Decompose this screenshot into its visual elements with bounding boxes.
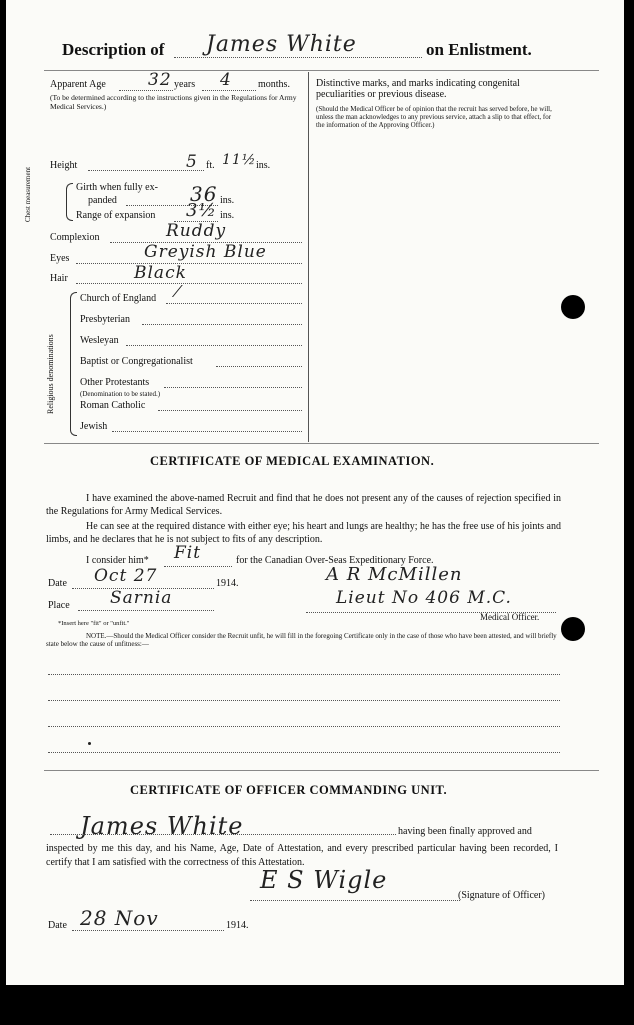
binder-hole-top — [561, 295, 585, 319]
commanding-year: 1914. — [226, 920, 249, 931]
religion-side-label: Religious denominations — [46, 334, 55, 414]
medical-date-value: Oct 27 — [94, 566, 158, 586]
medical-officer-rank: Lieut No 406 M.C. — [336, 588, 512, 608]
age-note: (To be determined according to the instructions given in the Regulations for Army Medical Services.) — [50, 93, 297, 111]
religion-church-of-england: Church of England — [80, 293, 157, 304]
consider-value: Fit — [174, 543, 202, 563]
commanding-recruit-name: James White — [80, 812, 244, 840]
height-label: Height — [50, 160, 78, 171]
chest-bracket — [66, 183, 73, 221]
commanding-text1: having been finally approved and — [398, 826, 532, 837]
unfit-note: NOTE.—Should the Medical Officer consider the Recruit unfit, he will fill in the foregoing Certificate only in the case of those who have been attested, and will briefly state below the cause of unfitness:— — [46, 632, 557, 648]
medical-certificate-title: CERTIFICATE OF MEDICAL EXAMINATION. — [150, 454, 435, 468]
religion-presbyterian: Presbyterian — [80, 314, 130, 325]
height-inches: 11½ — [222, 152, 257, 168]
religion-roman-catholic: Roman Catholic — [80, 400, 146, 411]
girth-label-1: Girth when fully ex- — [76, 182, 158, 193]
commanding-date-label: Date — [48, 920, 67, 931]
years-label: years — [174, 79, 196, 90]
ft-label: ft. — [206, 160, 215, 171]
medical-para1: I have examined the above-named Recruit and find that he does not present any of the causes of rejection specified in the Regulations for Army Medical Services. — [46, 493, 561, 517]
medical-para2: He can see at the required distance with either eye; his heart and lungs are healthy; he has the free use of his joints and limbs, and he declares that he is not subject to fits of any description. — [46, 521, 561, 545]
girth-value: 36 — [190, 182, 218, 206]
girth-label-2: panded — [88, 195, 117, 206]
range-label: Range of expansion — [76, 210, 156, 221]
title-prefix: Description of — [62, 40, 165, 59]
girth-unit: ins. — [220, 195, 235, 206]
recruit-name: James White — [206, 32, 357, 57]
religion-bracket — [70, 292, 77, 436]
unfit-line-4 — [48, 752, 560, 753]
unfit-line-3 — [48, 726, 560, 727]
title-suffix: on Enlistment. — [426, 40, 532, 59]
commanding-signature-label: (Signature of Officer) — [458, 890, 546, 901]
height-feet: 5 — [186, 152, 198, 172]
medical-date-label: Date — [48, 578, 67, 589]
place-value: Sarnia — [110, 588, 173, 608]
consider-prefix: I consider him* — [86, 555, 149, 566]
unfit-line-2 — [48, 700, 560, 701]
place-label: Place — [48, 600, 70, 611]
hair-label: Hair — [50, 273, 68, 284]
medical-year: 1914. — [216, 578, 239, 589]
insert-note: *Insert here "fit" or "unfit." — [58, 620, 130, 627]
eyes-label: Eyes — [50, 253, 70, 264]
commanding-text2: inspected by me this day, and his Name, Age, Date of Attestation, and every prescribed particular having been recorded, I certify that I am satisfied with the correctness of this Attestation. — [46, 843, 558, 868]
age-label: Apparent Age — [50, 79, 106, 90]
column-divider — [308, 72, 309, 442]
distinctive-title: Distinctive marks, and marks indicating congenital peculiarities or previous disease. — [316, 78, 520, 100]
age-years: 32 — [148, 70, 172, 90]
range-unit: ins. — [220, 210, 235, 221]
unfit-line-1 — [48, 674, 560, 675]
consider-suffix: for the Canadian Over-Seas Expeditionary Force. — [236, 555, 434, 566]
enlistment-form-page — [6, 0, 624, 985]
complexion-label: Complexion — [50, 232, 100, 243]
religion-jewish: Jewish — [80, 421, 108, 432]
religion-other-note: (Denomination to be stated.) — [80, 390, 161, 398]
medical-officer-label: Medical Officer. — [480, 612, 540, 622]
religion-baptist: Baptist or Congregationalist — [80, 356, 193, 367]
hair-value: Black — [134, 263, 187, 283]
religion-wesleyan: Wesleyan — [80, 335, 119, 346]
religion-other-protestants: Other Protestants — [80, 377, 150, 388]
age-months: 4 — [220, 70, 232, 90]
binder-hole-bottom — [561, 617, 585, 641]
months-label: months. — [258, 79, 290, 90]
ins-label: ins. — [256, 160, 271, 171]
commanding-officer-signature: E S Wigle — [260, 866, 388, 894]
commanding-date-value: 28 Nov — [80, 906, 159, 930]
religion-mark: ⁄ — [176, 282, 180, 301]
form-title — [62, 40, 164, 60]
ink-speck — [88, 742, 91, 745]
eyes-value: Greyish Blue — [144, 242, 267, 262]
range-value: 3½ — [186, 200, 217, 221]
chest-side-label: Chest measurement — [24, 166, 32, 222]
commanding-certificate-title: CERTIFICATE OF OFFICER COMMANDING UNIT. — [130, 783, 448, 797]
complexion-value: Ruddy — [166, 221, 227, 241]
medical-officer-signature: A R McMillen — [326, 564, 463, 585]
distinctive-note: (Should the Medical Officer be of opinion that the recruit has served before, he will, unless the man acknowledges to any previous service, attach a slip to that effect, for the information of the Approving Officer.) — [316, 105, 552, 129]
